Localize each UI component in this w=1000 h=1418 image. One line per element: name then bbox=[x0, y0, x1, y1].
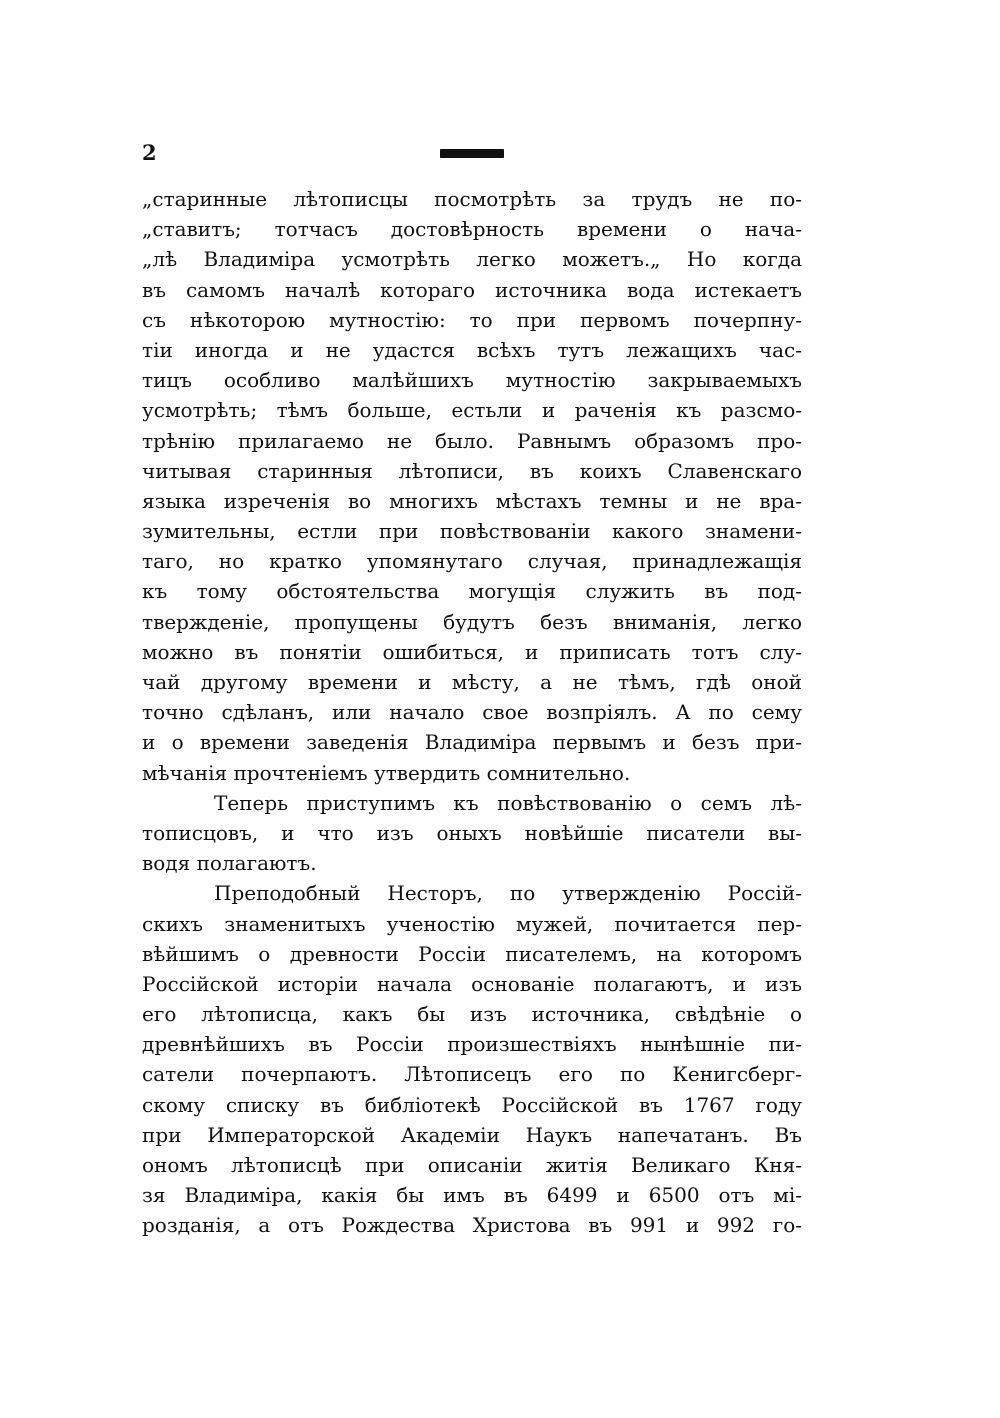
paragraph-3 bbox=[142, 878, 802, 1240]
text-line: вѣйшимъ о древности Россіи писателемъ, на которомъ bbox=[142, 941, 802, 966]
text-line: въ самомъ началѣ котораго источника вода истекаетъ bbox=[142, 277, 802, 302]
text-line: сатели почерпаютъ. Лѣтописецъ его по Кенигсберг- bbox=[142, 1062, 802, 1087]
text-line: Преподобный Несторъ, по утвержденію Россій- bbox=[214, 881, 802, 906]
text-line: усмотрѣть; тѣмъ больше, естьли и раченія къ разсмо- bbox=[142, 398, 802, 423]
text-line: древнѣйшихъ въ Россіи произшествіяхъ нынѣшніе пи- bbox=[142, 1032, 802, 1057]
text-line: „старинные лѣтописцы посмотрѣть за трудъ не по- bbox=[142, 187, 802, 211]
paragraph-1 bbox=[142, 184, 802, 788]
text-line: ономъ лѣтописцѣ при описаніи житія Великаго Кня- bbox=[142, 1153, 802, 1177]
text-line: его лѣтописца, какъ бы изъ источника, свѣдѣніе о bbox=[142, 1002, 802, 1027]
text-line: языка изреченія во многихъ мѣстахъ темны и не вра- bbox=[142, 488, 802, 513]
text-line: точно сдѣланъ, или начало свое возпріялъ. А по сему bbox=[142, 700, 802, 725]
body-text bbox=[142, 184, 802, 1241]
text-line: Теперь приступимъ къ повѣствованію о семъ лѣ- bbox=[214, 790, 802, 815]
text-line: тіи иногда и не удастся всѣхъ тутъ лежащихъ час- bbox=[142, 337, 802, 362]
header-ornament bbox=[440, 149, 504, 158]
text-line: чай другому времени и мѣсту, а не тѣмъ, гдѣ оной bbox=[142, 670, 802, 694]
paragraph-2 bbox=[142, 788, 802, 879]
text-line: трѣнію прилагаемо не было. Равнымъ образомъ про- bbox=[142, 428, 802, 453]
text-line: читывая старинныя лѣтописи, въ коихъ Славенскаго bbox=[142, 458, 802, 483]
text-line: „ставитъ; тотчасъ достовѣрность времени о нача- bbox=[142, 217, 802, 242]
text-line: таго, но кратко упомянутаго случая, принадлежащія bbox=[142, 549, 802, 574]
text-line: къ тому обстоятельства могущія служить въ под- bbox=[142, 579, 802, 604]
text-line: тописцовъ, и что изъ оныхъ новѣйшіе писатели вы- bbox=[142, 820, 802, 845]
text-line: розданія, а отъ Рождества Христова въ 991 и 992 го- bbox=[142, 1213, 802, 1238]
text-line: Россійской исторіи начала основаніе полагаютъ, и изъ bbox=[142, 971, 802, 996]
text-line: зумительны, естли при повѣствованіи какого знамени- bbox=[142, 519, 802, 544]
text-line: „лѣ Владиміра усмотрѣть легко можетъ.„ Но когда bbox=[142, 247, 802, 272]
text-line: твержденіе, пропущены будутъ безъ вниманія, легко bbox=[142, 609, 802, 634]
text-line: скихъ знаменитыхъ ученостію мужей, почитается пер- bbox=[142, 911, 802, 936]
text-line: можно въ понятіи ошибиться, и приписать тотъ слу- bbox=[142, 639, 802, 664]
text-line: при Императорской Академіи Наукъ напечатанъ. Въ bbox=[142, 1122, 802, 1147]
text-line: зя Владиміра, какія бы имъ въ 6499 и 6500 отъ мі- bbox=[142, 1183, 802, 1208]
text-line: водя полагаютъ. bbox=[142, 851, 317, 876]
text-line: съ нѣкоторою мутностію: то при первомъ почерпну- bbox=[142, 307, 802, 332]
page-number: 2 bbox=[142, 140, 157, 165]
text-line: мѣчанія прочтеніемъ утвердить сомнительно. bbox=[142, 760, 631, 785]
text-line: тицъ особливо малѣйшихъ мутностію закрываемыхъ bbox=[142, 368, 802, 393]
text-line: и о времени заведенія Владиміра первымъ и безъ при- bbox=[142, 730, 802, 755]
text-line: скому списку въ библіотекѣ Россійской въ 1767 году bbox=[142, 1092, 802, 1117]
